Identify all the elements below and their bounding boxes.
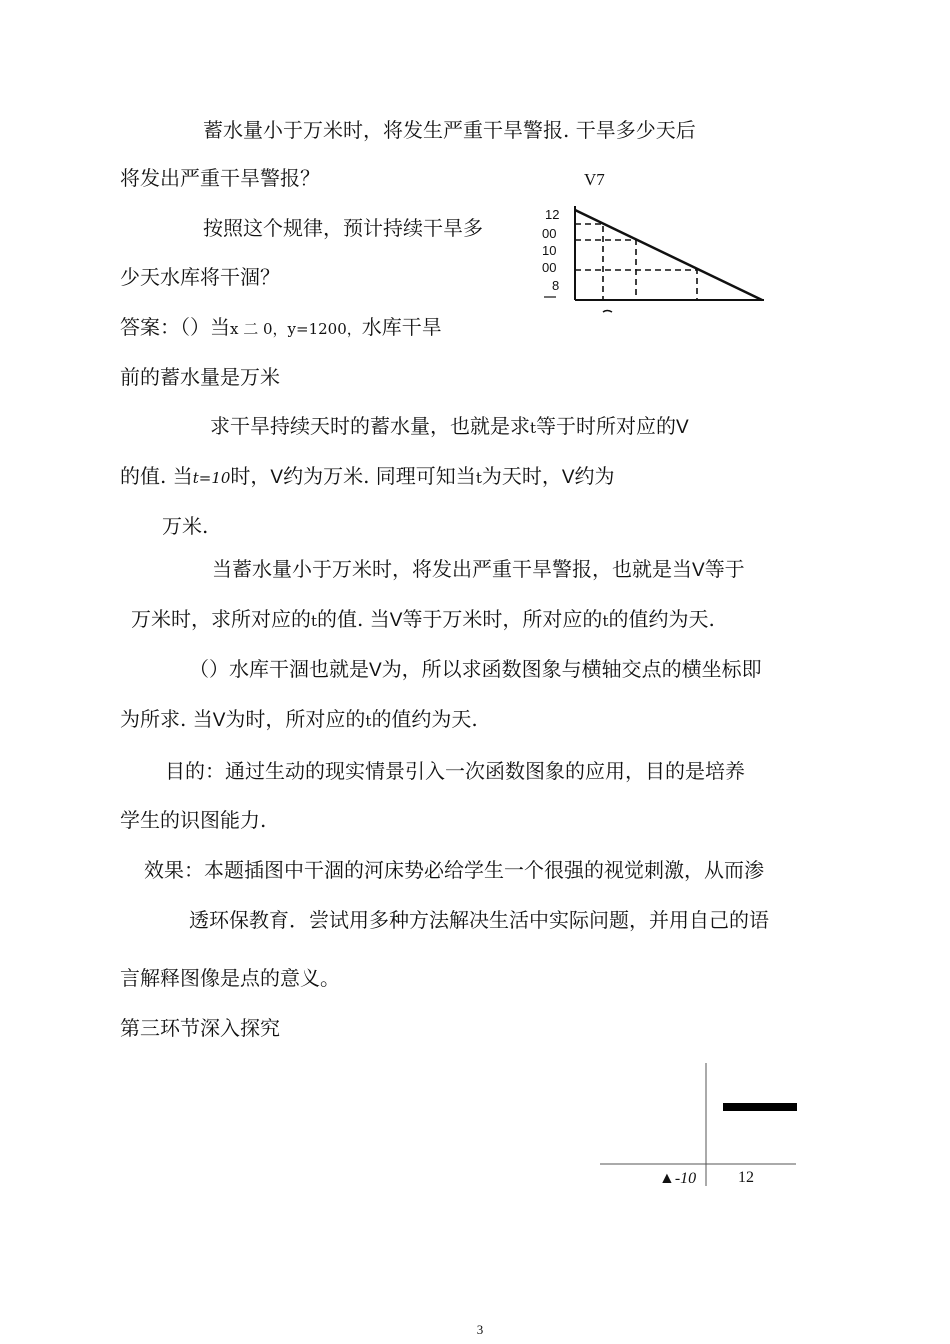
section-heading: 第三环节深入探究 xyxy=(120,1016,280,1040)
page-number: 3 xyxy=(476,1322,484,1337)
figure-2-bar xyxy=(723,1103,797,1111)
text-line: 万米. xyxy=(162,514,209,538)
figure-2-label-left: ▲-10 xyxy=(659,1170,697,1187)
text-span: t xyxy=(311,612,318,630)
text-span: 的值约为天. xyxy=(608,607,715,631)
text-span: t xyxy=(602,612,609,630)
text-line: 少天水库将干涸？ xyxy=(120,265,280,289)
text-line xyxy=(120,464,615,490)
figure-2-label-right: 12 xyxy=(738,1169,754,1186)
text-span: 的值. 当 xyxy=(317,607,390,631)
text-line: 按照这个规律，预计持续干旱多 xyxy=(203,216,483,240)
text-span: 的值约为天. xyxy=(371,707,478,731)
y-tick-label: 10 xyxy=(542,243,557,258)
text-line: 将发出严重干旱警报？ xyxy=(120,166,320,190)
data-line xyxy=(575,210,762,300)
text-span: 的值. 当 xyxy=(120,464,193,488)
text-span: 等于万米时，所对应的 xyxy=(402,607,603,631)
y-tick-label: 12 xyxy=(545,207,560,222)
text-span: 答案：（）当 xyxy=(120,315,230,339)
text-span: t=10 xyxy=(192,469,231,487)
text-span: 为天时， xyxy=(481,464,562,488)
text-span: 时， xyxy=(230,464,271,488)
text-span: t xyxy=(475,469,482,487)
text-span: 当蓄水量小于万米时，将发出严重干旱警报，也就是当 xyxy=(212,557,692,581)
text-span: V xyxy=(561,467,575,488)
text-line: 学生的识图能力. xyxy=(120,808,267,832)
text-span: 为所求. 当 xyxy=(120,707,213,731)
figure-1-title: V7 xyxy=(584,170,605,189)
text-span: 等于时所对应的 xyxy=(536,414,677,438)
text-span: 水库干旱 xyxy=(361,315,442,339)
text-line: 目的：通过生动的现实情景引入一次函数图象的应用，目的是培养 xyxy=(165,759,745,783)
text-span: 约为 xyxy=(574,464,615,488)
text-span: V xyxy=(212,710,226,731)
text-span: 为时，所对应的 xyxy=(225,707,366,731)
text-line: 透环保教育．尝试用多种方法解决生活中实际问题，并用自己的语 xyxy=(189,908,769,932)
y-tick-label: 00 xyxy=(542,226,557,241)
text-line: 蓄水量小于万米时，将发生严重干旱警报. 干旱多少天后 xyxy=(203,118,696,142)
text-span: V xyxy=(676,417,689,438)
text-line xyxy=(120,707,478,733)
text-span: V xyxy=(692,560,705,581)
text-span: V xyxy=(270,467,284,488)
text-span: V xyxy=(369,660,382,681)
text-span: t xyxy=(530,419,537,437)
text-span: 万米时，求所对应的 xyxy=(131,607,311,631)
y-tick-label: 00 xyxy=(542,260,557,275)
text-span: x 二 0，y=1200， xyxy=(230,320,362,338)
guide-lines xyxy=(575,224,697,300)
text-span: V xyxy=(389,610,403,631)
text-line xyxy=(131,607,715,633)
text-line xyxy=(189,657,762,683)
text-line: 言解释图像是点的意义。 xyxy=(120,966,340,990)
text-line: 效果：本题插图中干涸的河床势必给学生一个很强的视觉刺激，从而渗 xyxy=(144,858,764,882)
text-span: 为，所以求函数图象与横轴交点的横坐标即 xyxy=(381,657,762,681)
text-line: 前的蓄水量是万米 xyxy=(120,365,280,389)
x-origin-mark xyxy=(603,311,612,313)
text-line xyxy=(120,315,442,341)
text-line xyxy=(210,414,689,440)
text-span: 求干旱持续天时的蓄水量，也就是求 xyxy=(210,414,530,438)
y-tick-label: 8 xyxy=(552,278,560,293)
text-line xyxy=(212,557,745,583)
text-span: （）水库干涸也就是 xyxy=(189,657,369,681)
text-span: 约为万米. 同理可知当 xyxy=(283,464,476,488)
text-span: 等于 xyxy=(704,557,745,581)
text-span: t xyxy=(365,712,372,730)
